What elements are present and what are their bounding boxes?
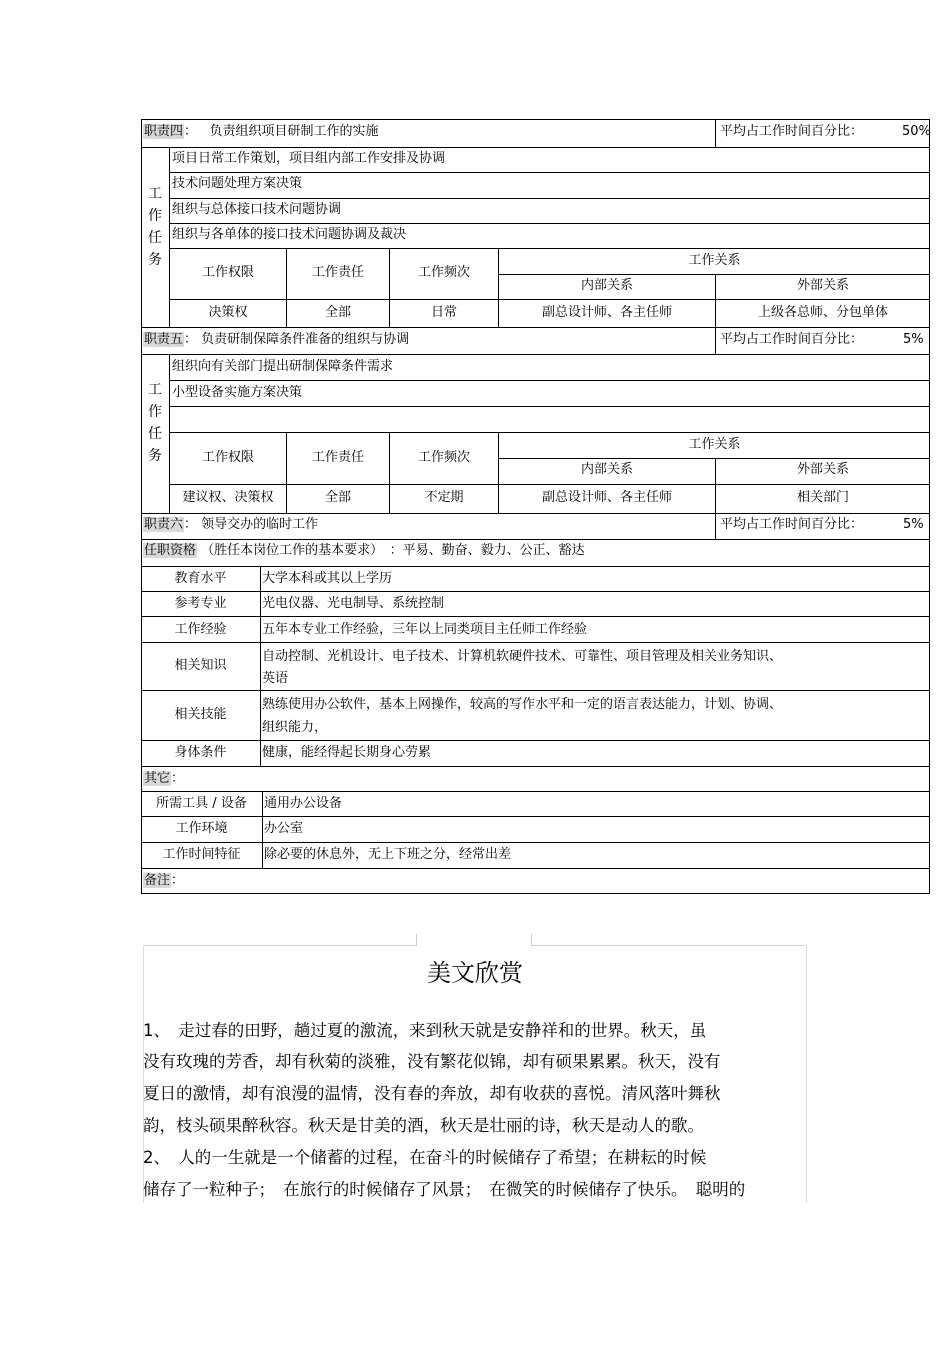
duty4-external: 上级各总师、分包单体 (757, 305, 888, 320)
qual-val-skills-1: 熟练使用办公软件，基本上网操作，较高的写作水平和一定的语言表达能力，计划、协调、 (262, 697, 783, 712)
remark-label: 备注 (144, 873, 171, 888)
duty5-h-freq: 工作频次 (417, 450, 470, 465)
duty5-pct: 5% (903, 332, 924, 347)
article-line-6: 储存了一粒种子； 在旅行的时候储存了风景； 在微笑的时候储存了快乐。 聪明的 (143, 1180, 746, 1199)
duty6-pct: 5% (903, 517, 924, 532)
duty4-h-authority: 工作权限 (201, 265, 254, 280)
duty6-pct-label: 平均占工作时间百分比： (720, 517, 864, 532)
other-val-tools: 通用办公设备 (264, 796, 343, 811)
duty5-pct-label: 平均占工作时间百分比： (720, 332, 864, 347)
duty5-label: 职责五 (144, 332, 184, 347)
job-table (141, 119, 930, 894)
duty5-freq: 不定期 (424, 490, 464, 505)
duty5-side-label: 工作任务 (148, 382, 162, 464)
other-key-tools: 所需工具 / 设备 (156, 796, 247, 811)
qual-val-knowledge-2: 英语 (262, 671, 289, 686)
duty5-internal: 副总设计师、各主任师 (541, 490, 672, 505)
other-val-env: 办公室 (264, 821, 304, 836)
other-header: 其它： (144, 771, 185, 786)
qual-val-knowledge-1: 自动控制、光机设计、电子技术、计算机软硬件技术、可靠性、项目管理及相关业务知识、 (262, 649, 783, 664)
duty4-side-label: 工作任务 (148, 186, 162, 268)
duty5-h-rel: 工作关系 (688, 437, 741, 452)
other-label: 其它 (144, 771, 171, 786)
qual-key-experience: 工作经验 (174, 622, 227, 637)
qual-key-knowledge: 相关知识 (174, 658, 227, 673)
qual-val-major: 光电仪器、光电制导、系统控制 (262, 596, 445, 611)
duty5-task-1: 组织向有关部门提出研制保障条件需求 (172, 359, 394, 374)
duty6-header: 职责六： 领导交办的临时工作 (144, 517, 319, 532)
qual-val-education: 大学本科或其以上学历 (262, 571, 393, 586)
duty5-header: 职责五： 负责研制保障条件准备的组织与协调 (144, 332, 410, 347)
duty5-external: 相关部门 (796, 490, 849, 505)
duty4-resp: 全部 (324, 305, 351, 320)
duty4-task-2: 技术问题处理方案决策 (172, 176, 303, 191)
duty6-title: 领导交办的临时工作 (201, 517, 319, 532)
qual-val-skills-2: 组织能力， (262, 720, 328, 735)
qual-key-major: 参考专业 (174, 596, 227, 611)
duty5-resp: 全部 (324, 490, 351, 505)
duty4-freq: 日常 (430, 305, 457, 320)
duty4-h-external: 外部关系 (796, 278, 849, 293)
qual-key-health: 身体条件 (174, 745, 227, 760)
qual-key-skills: 相关技能 (174, 707, 227, 722)
other-val-time: 除必要的休息外，无上下班之分，经常出差 (264, 847, 512, 862)
duty4-task-4: 组织与各单体的接口技术问题协调及裁决 (172, 227, 407, 242)
duty4-title: 负责组织项目研制工作的实施 (209, 124, 379, 139)
duty5-h-authority: 工作权限 (201, 450, 254, 465)
duty4-header: 职责四： 负责组织项目研制工作的实施 (144, 124, 379, 139)
other-key-env: 工作环境 (175, 821, 228, 836)
duty4-task-1: 项目日常工作策划，项目组内部工作安排及协调 (172, 151, 446, 166)
duty5-title: 负责研制保障条件准备的组织与协调 (201, 332, 410, 347)
duty5-h-external: 外部关系 (796, 462, 849, 477)
qualification-desc: （胜任本岗位工作的基本要求） ：平易、勤奋、毅力、公正、豁达 (201, 543, 585, 558)
remark-header: 备注： (144, 873, 185, 888)
article-line-3: 夏日的激情，却有浪漫的温情，没有春的奔放，却有收获的喜悦。清风落叶舞秋 (143, 1084, 721, 1103)
duty4-h-freq: 工作频次 (417, 265, 470, 280)
duty5-task-2: 小型设备实施方案决策 (172, 385, 303, 400)
qual-key-education: 教育水平 (174, 571, 227, 586)
qualification-label: 任职资格 (144, 543, 197, 558)
other-key-time: 工作时间特征 (162, 847, 241, 862)
qual-val-experience: 五年本专业工作经验，三年以上同类项目主任师工作经验 (262, 622, 588, 637)
duty5-h-internal: 内部关系 (580, 462, 633, 477)
duty4-internal: 副总设计师、各主任师 (541, 305, 672, 320)
duty4-h-rel: 工作关系 (688, 253, 741, 268)
qualification-header (143, 543, 585, 559)
duty4-label: 职责四 (144, 124, 184, 139)
duty4-pct-label: 平均占工作时间百分比： (720, 124, 864, 139)
duty5-authority: 建议权、决策权 (182, 490, 274, 505)
article-title: 美文欣赏 (427, 959, 523, 987)
article-line-5: 2、 人的一生就是一个储蓄的过程，在奋斗的时候储存了希望；在耕耘的时候 (143, 1148, 707, 1167)
duty4-task-3: 组织与总体接口技术问题协调 (172, 202, 342, 217)
duty5-h-resp: 工作责任 (311, 450, 364, 465)
duty4-pct: 50% (902, 124, 931, 139)
duty4-authority: 决策权 (208, 305, 248, 320)
article-line-2: 没有玫瑰的芳香，却有秋菊的淡雅，没有繁花似锦，却有硕果累累。秋天，没有 (143, 1052, 721, 1071)
duty4-h-resp: 工作责任 (311, 265, 364, 280)
duty6-label: 职责六 (144, 517, 184, 532)
duty4-h-internal: 内部关系 (580, 278, 633, 293)
article-line-1: 1、 走过春的田野，趟过夏的激流，来到秋天就是安静祥和的世界。秋天，虽 (143, 1021, 707, 1040)
article-line-4: 韵，枝头硕果醉秋容。秋天是甘美的酒，秋天是壮丽的诗，秋天是动人的歌。 (143, 1116, 704, 1135)
qual-val-health: 健康，能经得起长期身心劳累 (262, 745, 432, 760)
